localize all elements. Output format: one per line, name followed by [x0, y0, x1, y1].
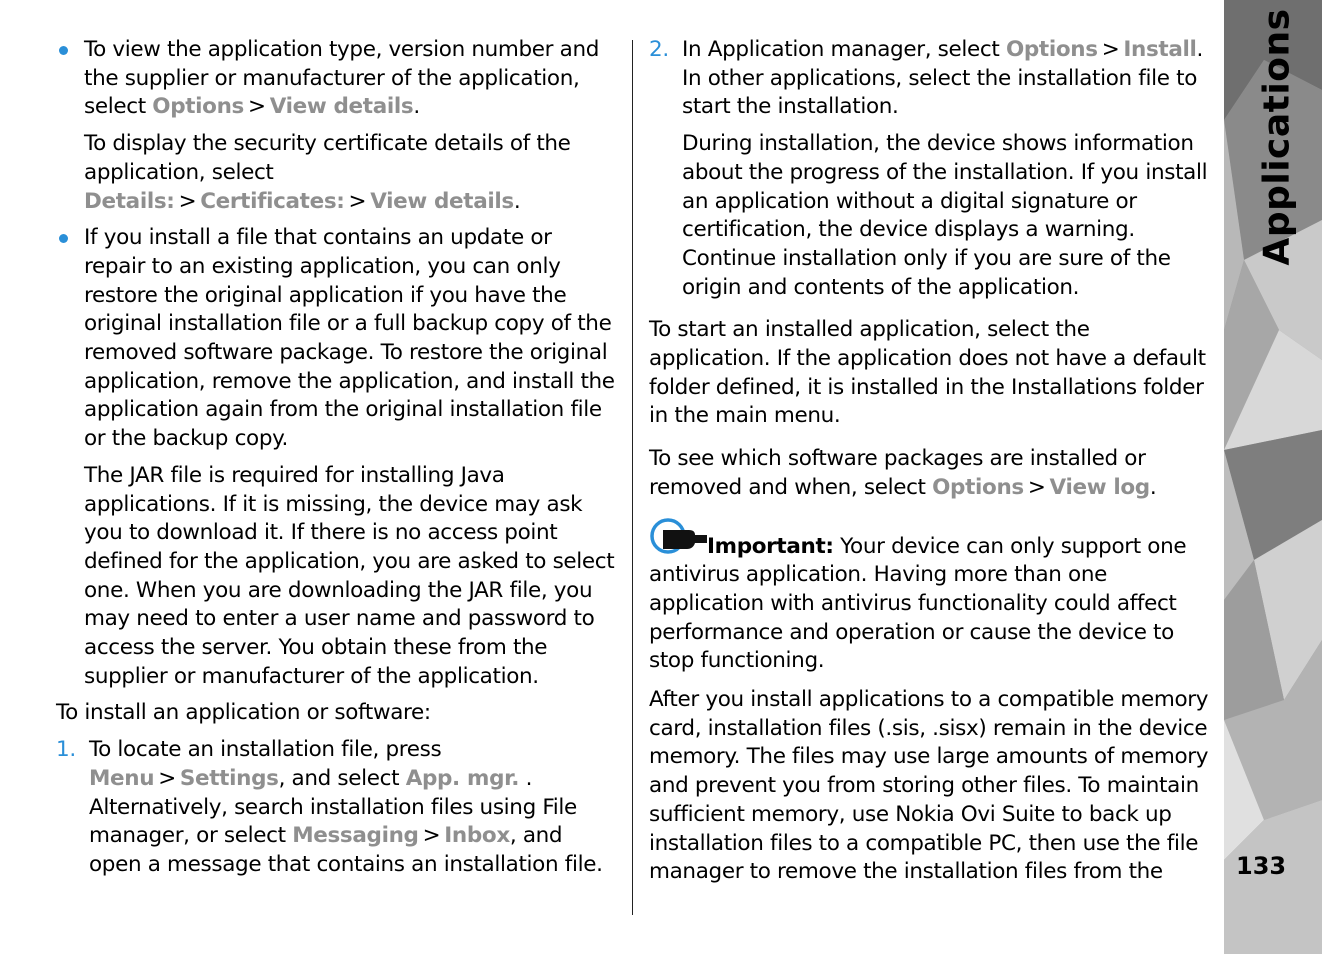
menu-separator: >	[158, 765, 176, 791]
column-divider	[632, 40, 633, 915]
menu-separator: >	[1101, 37, 1120, 62]
menu-path-install: Install	[1123, 37, 1197, 62]
right-column	[649, 36, 1215, 895]
step-text: In Application manager, select Options > Install. In other applications, select the installation file to start the installation.	[682, 37, 1204, 120]
step-subparagraph: During installation, the device shows information about the progress of the installation. If you install an application without a digital signature or certification, the device displays a warning. Continue installation only if you are sure of the origin and contents of the application.	[682, 131, 1208, 300]
menu-path-view-details: View details	[269, 94, 414, 120]
bullet-dot-icon	[59, 46, 68, 55]
menu-path-menu: Menu	[89, 765, 155, 791]
step-number: 2.	[649, 37, 669, 62]
step-number: 1.	[56, 737, 76, 763]
bullet-text: To view the application type, version number and the supplier or manufacturer of the application, select Options > View details.	[84, 37, 600, 120]
step-1	[56, 736, 618, 880]
menu-path-details: Details:	[84, 188, 175, 214]
important-note: Important: Your device can only support one antivirus application. Having more than one application with antivirus functionality could affect performance and operation or cause the device to stop functioning.	[649, 517, 1215, 677]
menu-path-view-details: View details	[370, 188, 514, 214]
important-label: Important:	[707, 533, 834, 559]
menu-path-options: Options	[932, 474, 1024, 500]
step-2	[649, 36, 1215, 122]
install-intro: To install an application or software:	[56, 700, 431, 726]
chapter-title: Applications	[1256, 8, 1298, 266]
menu-path-options: Options	[1005, 37, 1098, 62]
menu-separator: >	[422, 823, 441, 849]
menu-separator: >	[178, 188, 197, 214]
bullet-subparagraph: To display the security certificate details of the application, select Details: > Certificates: > View details.	[84, 131, 571, 214]
menu-path-options: Options	[152, 94, 245, 120]
bullet-subparagraph: The JAR file is required for installing Java applications. If it is missing, the device may ask you to download it. If there is no access point defined for the application, you are asked to select one. When you are downloading the JAR file, you may need to enter a user name and password to access the server. You obtain these from the supplier or manufacturer of the application.	[84, 462, 615, 689]
menu-path-settings: Settings	[179, 765, 279, 791]
menu-separator: >	[348, 188, 367, 214]
menu-path-app-mgr: App. mgr.	[405, 765, 520, 791]
left-column	[56, 36, 618, 888]
bullet-text: If you install a file that contains an update or repair to an existing application, you can only restore the original application if you have the original installation file or a full backup copy of the removed software package. To restore the original application, remove the application, and install the application again from the original installation file or the backup copy.	[84, 225, 615, 452]
page-number: 133	[1236, 852, 1287, 880]
paragraph-memory: After you install applications to a compatible memory card, installation files (.sis, .sisx) remain in the device memory. The files may use large amounts of memory and prevent you from storing other files. To maintain sufficient memory, use Nokia Ovi Suite to back up installation files to a compatible PC, then use the file manager to remove the installation files from the	[649, 687, 1209, 885]
menu-path-certificates: Certificates:	[200, 188, 345, 214]
bullet-item	[56, 36, 618, 122]
menu-path-inbox: Inbox	[444, 823, 510, 849]
menu-path-view-log: View log	[1049, 474, 1150, 500]
bullet-dot-icon	[59, 234, 68, 243]
paragraph-start-app: To start an installed application, select the application. If the application does not have a default folder defined, it is installed in the Installations folder in the main menu.	[649, 317, 1206, 429]
important-pointing-hand-icon	[649, 517, 707, 557]
menu-path-messaging: Messaging	[292, 823, 419, 849]
step-text: To locate an installation file, press Menu > Settings, and select App. mgr. . Alternatively, search installation files using File manager, or select Messaging > Inbox, and open a message that contains an installation file.	[89, 737, 603, 877]
menu-separator: >	[248, 94, 266, 120]
paragraph-view-log: To see which software packages are installed or removed and when, select Options > View log.	[649, 446, 1157, 500]
menu-separator: >	[1027, 474, 1046, 500]
bullet-item	[56, 224, 618, 454]
